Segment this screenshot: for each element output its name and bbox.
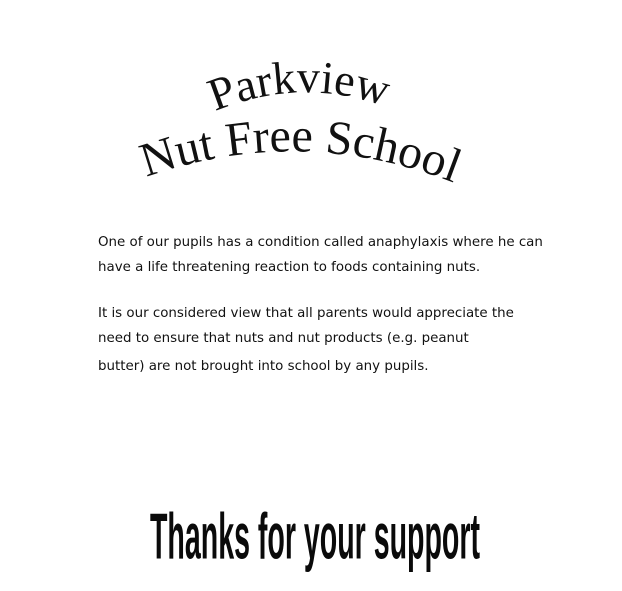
thanks-text: Thanks for your support	[150, 499, 480, 573]
paragraph-nut-policy-line-3: butter) are not brought into school by any pupils.	[98, 359, 429, 374]
paragraph-anaphylaxis: One of our pupils has a condition called anaphylaxis where he can have a life threatening reaction to foods containing nuts.	[98, 235, 543, 275]
heading-line-1: Parkview	[201, 51, 396, 121]
paragraph-nut-policy-line-2: need to ensure that nuts and nut products (e.g. peanut	[98, 331, 469, 346]
heading-line-2: Nut Free School	[133, 109, 469, 194]
paragraph-nut-policy-line-1: It is our considered view that all parents would appreciate the	[98, 306, 514, 321]
